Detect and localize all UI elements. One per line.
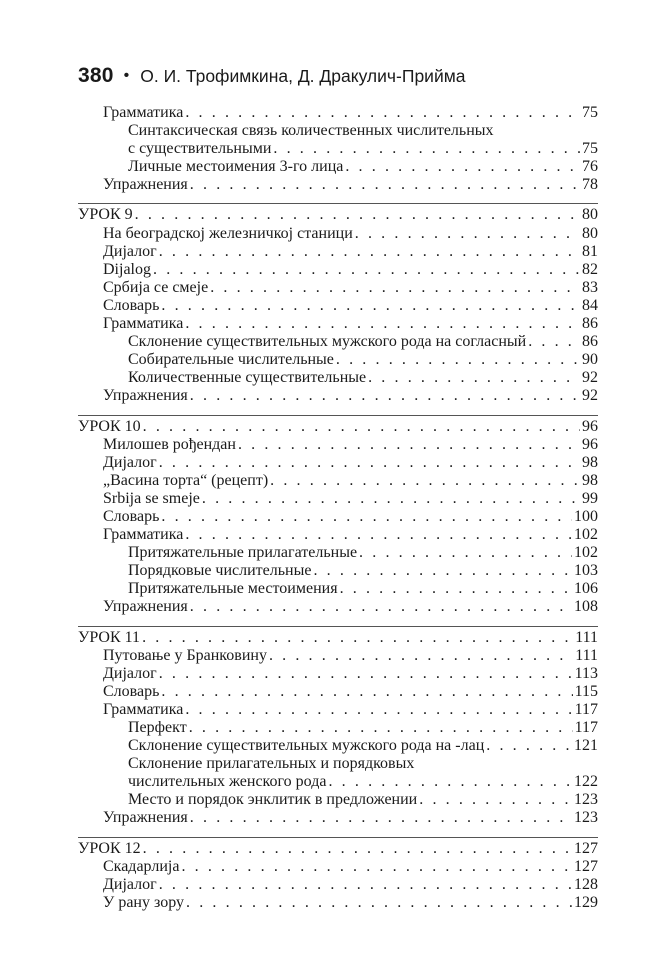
toc-entry-title: „Васина торта“ (рецепт) — [103, 471, 269, 489]
toc-entry-page: 75 — [582, 104, 598, 121]
toc-entry-title: Склонение прилагательных и порядковых — [128, 755, 415, 773]
toc-entry-page: 122 — [574, 773, 598, 791]
dot-leader — [185, 526, 572, 544]
toc-entry-page: 100 — [574, 507, 598, 525]
toc-section-entry — [78, 647, 598, 665]
dot-leader — [161, 508, 572, 526]
toc-entry-page: 75 — [582, 140, 598, 158]
toc-subsection-entry — [78, 140, 598, 158]
toc-entry-page: 76 — [582, 158, 598, 176]
toc-entry-page: 106 — [574, 580, 598, 598]
dot-leader — [340, 580, 572, 598]
dot-leader — [336, 351, 580, 369]
dot-leader — [159, 454, 580, 472]
toc-entry-title: Склонение существительных мужского рода на -лац — [128, 737, 485, 755]
toc-section-entry — [78, 526, 598, 544]
toc-entry-page: 82 — [582, 260, 598, 278]
toc-entry-page: 115 — [574, 682, 598, 700]
toc-subsection-entry — [78, 544, 598, 562]
toc-entry-title: с существительными — [128, 140, 272, 158]
toc-entry-title: Грамматика — [103, 700, 184, 718]
toc-section-entry — [78, 472, 598, 490]
toc-entry-title: Притяжательные местоимения — [128, 580, 338, 598]
dot-leader — [328, 773, 572, 791]
dot-leader — [528, 333, 580, 351]
toc-entry-title: Личные местоимения 3-го лица — [128, 158, 344, 176]
toc-entry-title: Скадарлија — [103, 857, 180, 875]
toc-entry-title: Грамматика — [103, 526, 184, 544]
dot-leader — [359, 544, 572, 562]
toc-entry-page: 111 — [575, 628, 598, 646]
toc-entry-title: Дијалог — [103, 875, 157, 893]
toc-section-entry — [78, 701, 598, 719]
toc-entry-title: Словарь — [103, 296, 160, 314]
dot-leader — [273, 140, 580, 158]
toc-entry-page: 96 — [582, 435, 598, 453]
toc-entry-title: УРОК 10 — [78, 417, 141, 435]
toc-subsection-entry — [78, 719, 598, 737]
toc-subsection-entry — [78, 755, 598, 773]
toc-entry-page: 83 — [582, 278, 598, 296]
toc-lesson-entry — [78, 629, 598, 647]
dot-leader — [181, 858, 572, 876]
toc-entry-title: Собирательные числительные — [128, 351, 334, 369]
toc-entry-page: 127 — [574, 857, 598, 875]
dot-leader — [153, 261, 580, 279]
dot-leader — [159, 876, 572, 894]
dot-leader — [190, 176, 580, 194]
toc-entry-title: На београдској железничкој станици — [103, 224, 353, 242]
toc-entry-page: 96 — [582, 417, 598, 435]
toc-subsection-entry — [78, 333, 598, 351]
section-divider — [78, 837, 598, 838]
toc-section-entry — [78, 436, 598, 454]
dot-leader — [313, 562, 572, 580]
toc-subsection-entry — [78, 369, 598, 387]
toc-entry-title: Дијалог — [103, 664, 157, 682]
toc-subsection-entry — [78, 791, 598, 809]
toc-section-entry — [78, 894, 598, 912]
toc-section-entry — [78, 858, 598, 876]
toc-entry-title: У рану зору — [103, 893, 185, 911]
toc-entry-title: Грамматика — [103, 315, 184, 333]
toc-entry-title: Словарь — [103, 682, 160, 700]
dot-leader — [355, 225, 580, 243]
toc-entry-title: Путовање у Бранковину — [103, 646, 267, 664]
dot-leader — [190, 809, 572, 827]
toc-subsection-entry — [78, 562, 598, 580]
toc-subsection-entry — [78, 158, 598, 176]
toc-entry-page: 80 — [582, 206, 598, 224]
toc-section-entry — [78, 598, 598, 616]
toc-entry-page: 123 — [574, 791, 598, 809]
dot-leader — [135, 206, 580, 224]
toc-entry-title: УРОК 11 — [78, 628, 141, 646]
toc-subsection-entry — [78, 351, 598, 369]
toc-entry-page: 103 — [574, 562, 598, 580]
toc-entry-title: Количественные существительные — [128, 369, 367, 387]
dot-leader — [345, 158, 580, 176]
toc-section-entry — [78, 387, 598, 405]
section-divider — [78, 203, 598, 204]
toc-section-entry — [78, 315, 598, 333]
toc-section-entry — [78, 225, 598, 243]
dot-leader — [142, 629, 573, 647]
dot-leader — [161, 683, 572, 701]
toc-entry-title: Србија се смеје — [103, 278, 209, 296]
toc-entry-title: Порядковые числительные — [128, 562, 312, 580]
dot-leader — [190, 387, 580, 405]
dot-leader — [143, 418, 580, 436]
toc-entry-title: Перфект — [128, 719, 187, 736]
toc-entry-page: 78 — [582, 176, 598, 194]
toc-section-entry — [78, 243, 598, 261]
toc-entry-page: 98 — [582, 471, 598, 489]
section-divider — [78, 626, 598, 627]
toc-section-entry — [78, 490, 598, 508]
dot-leader — [159, 665, 573, 683]
toc-section-entry — [78, 683, 598, 701]
toc-entry-title: Дијалог — [103, 242, 157, 260]
dot-leader — [486, 737, 572, 755]
toc-lesson-entry — [78, 418, 598, 436]
toc-entry-title: Грамматика — [103, 104, 184, 121]
toc-entry-page: 86 — [582, 315, 598, 333]
toc-subsection-entry — [78, 580, 598, 598]
dot-leader — [368, 369, 580, 387]
toc-entry-page: 121 — [574, 737, 598, 755]
toc-lesson-entry — [78, 206, 598, 224]
toc-section-entry — [78, 665, 598, 683]
dot-leader — [185, 701, 572, 719]
toc-entry-page: 127 — [574, 839, 598, 857]
dot-leader — [186, 894, 572, 912]
toc-entry-page: 99 — [582, 489, 598, 507]
toc-section-entry — [78, 261, 598, 279]
toc-entry-title: Упражнения — [103, 598, 188, 616]
toc-entry-page: 128 — [574, 875, 598, 893]
toc-section-entry — [78, 876, 598, 894]
toc-entry-title: Dijalog — [103, 260, 151, 278]
toc-section-entry — [78, 508, 598, 526]
toc-entry-title: Дијалог — [103, 453, 157, 471]
toc-entry-title: УРОК 12 — [78, 839, 141, 857]
toc-section-entry — [78, 104, 598, 122]
dot-leader — [269, 647, 573, 665]
toc-entry-title: Упражнения — [103, 809, 188, 827]
toc-entry-page: 98 — [582, 453, 598, 471]
dot-leader — [190, 598, 572, 616]
toc-entry-title: Притяжательные прилагательные — [128, 544, 358, 562]
dot-leader — [185, 315, 580, 333]
toc-entry-title: Милошев рођендан — [103, 435, 236, 453]
toc-entry-page: 111 — [575, 646, 598, 664]
toc-section-entry — [78, 809, 598, 827]
dot-leader — [238, 436, 580, 454]
toc-entry-page: 92 — [582, 369, 598, 387]
toc-entry-page: 117 — [574, 719, 598, 736]
dot-leader — [210, 279, 580, 297]
header-authors: О. И. Трофимкина, Д. Дракулич-Прийма — [140, 66, 466, 86]
toc-entry-title: УРОК 9 — [78, 206, 133, 224]
toc-entry-page: 84 — [582, 296, 598, 314]
toc-entry-title: Место и порядок энклитик в предложении — [128, 791, 418, 809]
dot-leader — [185, 104, 580, 122]
page-number: 380 — [78, 64, 114, 87]
toc-section-entry — [78, 176, 598, 194]
dot-leader — [159, 243, 580, 261]
toc-subsection-entry — [78, 122, 598, 140]
toc-section-entry — [78, 454, 598, 472]
dot-leader — [143, 840, 572, 858]
toc-entry-page: 108 — [574, 598, 598, 616]
page-header — [78, 64, 466, 94]
toc-entry-page: 102 — [574, 544, 598, 562]
toc-entry-title: Упражнения — [103, 387, 188, 405]
toc-entry-title: Синтаксическая связь количественных числительных — [128, 122, 494, 140]
toc-entry-title: Упражнения — [103, 176, 188, 194]
toc-entry-title: Склонение существительных мужского рода на согласный — [128, 333, 527, 351]
dot-leader — [189, 719, 573, 737]
dot-leader — [202, 490, 580, 508]
toc-subsection-entry — [78, 773, 598, 791]
header-bullet: • — [123, 67, 130, 84]
toc-entry-title: числительных женского рода — [128, 773, 327, 791]
toc-entry-page: 102 — [574, 526, 598, 544]
toc-section-entry — [78, 279, 598, 297]
toc-entry-title: Словарь — [103, 507, 160, 525]
dot-leader — [161, 297, 580, 315]
toc-section-entry — [78, 297, 598, 315]
toc-entry-page: 86 — [582, 333, 598, 351]
toc-subsection-entry — [78, 737, 598, 755]
dot-leader — [270, 472, 580, 490]
toc-lesson-entry — [78, 840, 598, 858]
toc-entry-page: 129 — [574, 893, 598, 911]
table-of-contents — [78, 104, 598, 912]
toc-entry-page: 123 — [574, 809, 598, 827]
toc-entry-page: 90 — [582, 351, 598, 369]
toc-entry-page: 81 — [582, 242, 598, 260]
toc-entry-page: 117 — [574, 700, 598, 718]
toc-entry-title: Srbija se smeje — [103, 489, 200, 507]
section-divider — [78, 415, 598, 416]
toc-entry-page: 113 — [574, 664, 598, 682]
toc-entry-page: 80 — [582, 224, 598, 242]
toc-entry-page: 92 — [582, 387, 598, 405]
dot-leader — [419, 791, 572, 809]
